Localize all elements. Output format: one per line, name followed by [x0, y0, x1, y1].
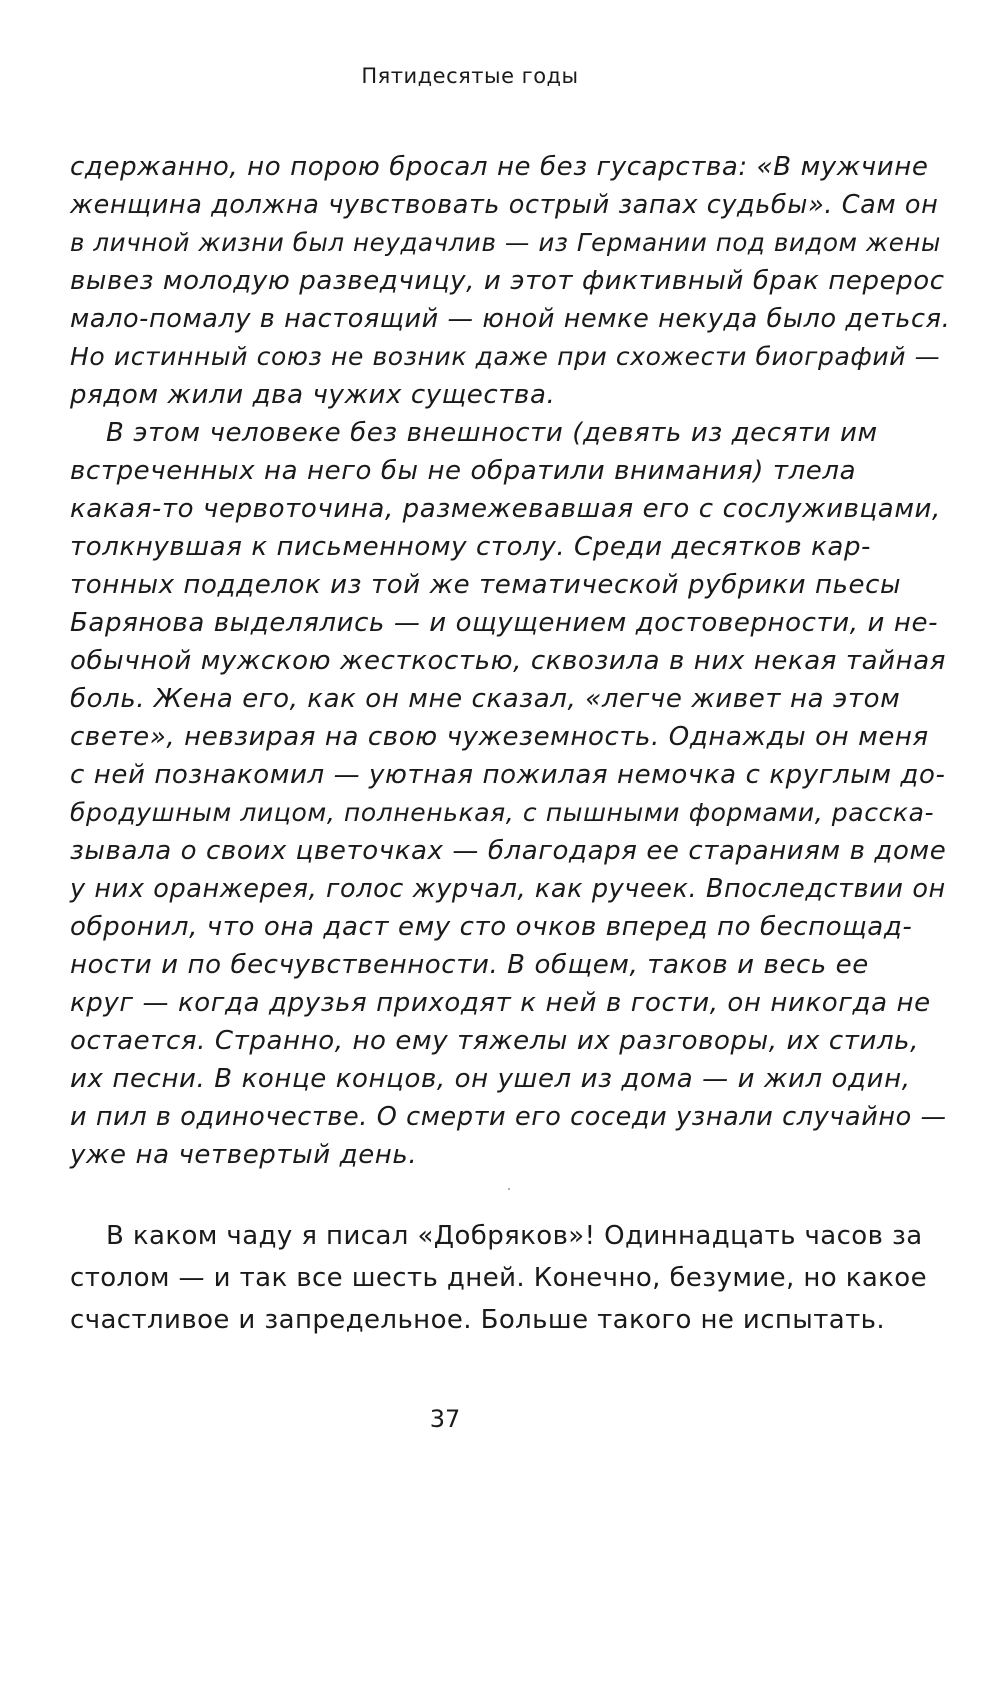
text-line: обронил, что она даст ему сто очков вперед по беспощад-	[70, 912, 913, 942]
text-line: вывез молодую разведчицу, и этот фиктивный брак перерос	[70, 266, 945, 296]
text-line: сдержанно, но порою бросал не без гусарства: «В мужчине	[70, 152, 929, 182]
text-line: мало-помалу в настоящий — юной немке некуда было деться.	[70, 304, 951, 334]
text-line: в личной жизни был неудачлив — из Германии под видом жены	[70, 228, 941, 257]
text-line: столом — и так все шесть дней. Конечно, безумие, но какое	[70, 1263, 927, 1293]
roman-passage	[70, 1215, 950, 1341]
page-number: 37	[429, 1405, 461, 1433]
running-title: Пятидесятые годы	[361, 64, 579, 88]
text-line: остается. Странно, но ему тяжелы их разговоры, их стиль,	[70, 1026, 919, 1056]
text-line: женщина должна чувствовать острый запах судьбы». Сам он	[70, 190, 939, 220]
text-line: круг — когда друзья приходят к ней в гости, он никогда не	[70, 988, 931, 1018]
text-line: В каком чаду я писал «Добряков»! Одиннадцать часов за	[106, 1221, 923, 1251]
text-line: толкнувшая к письменному столу. Среди десятков кар-	[70, 532, 872, 562]
text-line: бродушным лицом, полненькая, с пышными формами, расска-	[70, 798, 935, 827]
text-line: ности и по бесчувственности. В общем, таков и весь ее	[70, 950, 869, 980]
text-line: зывала о своих цветочках — благодаря ее стараниям в доме	[70, 836, 947, 866]
text-line: рядом жили два чужих существа.	[70, 380, 556, 410]
stray-dot	[508, 1188, 510, 1190]
text-line: у них оранжерея, голос журчал, как ручеек. Впоследствии он	[70, 874, 946, 904]
text-line: их песни. В конце концов, он ушел из дома — и жил один,	[70, 1064, 911, 1094]
text-line: счастливое и запредельное. Больше такого не испытать.	[70, 1305, 886, 1335]
text-line: и пил в одиночестве. О смерти его соседи узнали случайно —	[70, 1102, 947, 1132]
italic-passage	[70, 148, 950, 1174]
text-line: боль. Жена его, как он мне сказал, «легче живет на этом	[70, 684, 901, 714]
text-line: Но истинный союз не возник даже при схожести биографий —	[70, 342, 941, 371]
text-line: какая-то червоточина, размежевавшая его с сослуживцами,	[70, 494, 941, 524]
text-line: встреченных на него бы не обратили внимания) тлела	[70, 456, 857, 486]
text-line: с ней познакомил — уютная пожилая немочка с круглым до-	[70, 760, 946, 790]
text-line: тонных подделок из той же тематической рубрики пьесы	[70, 570, 902, 600]
text-line: обычной мужскою жесткостью, сквозила в них некая тайная	[70, 646, 947, 676]
text-line: свете», невзирая на свою чужеземность. Однажды он меня	[70, 722, 929, 752]
text-line: уже на четвертый день.	[70, 1140, 418, 1170]
text-line: В этом человеке без внешности (девять из десяти им	[106, 418, 878, 448]
text-line: Барянова выделялись — и ощущением достоверности, и не-	[70, 608, 939, 638]
